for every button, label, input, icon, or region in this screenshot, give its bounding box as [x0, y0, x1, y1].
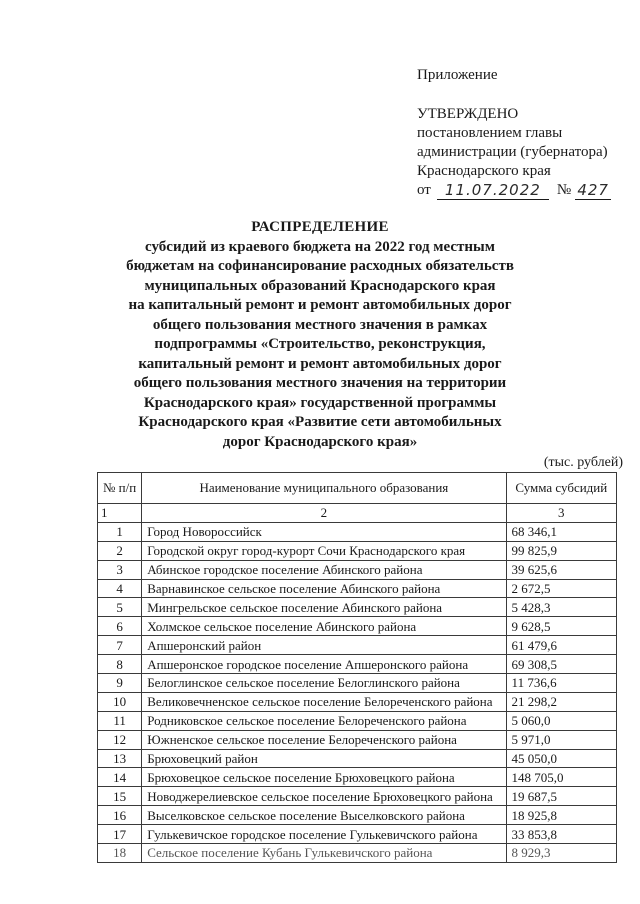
table-row — [98, 541, 617, 560]
row-name: Город Новороссийск — [142, 522, 506, 541]
column-number-3: 3 — [506, 504, 616, 523]
row-name: Гулькевичское городское поселение Гулькевичского района — [142, 825, 506, 844]
title-line: Краснодарского края «Развитие сети автомобильных — [138, 414, 502, 430]
document-title — [120, 218, 520, 452]
row-sum: 61 479,6 — [506, 636, 616, 655]
row-name: Новоджерелиевское сельское поселение Брюховецкого района — [142, 787, 506, 806]
approval-line-3: Краснодарского края — [417, 163, 551, 179]
table-row — [98, 711, 617, 730]
row-number: 1 — [98, 522, 142, 541]
table-row — [98, 787, 617, 806]
number-label: № — [556, 182, 572, 198]
row-name: Мингрельское сельское поселение Абинского района — [142, 598, 506, 617]
column-number-2: 2 — [142, 504, 506, 523]
row-sum: 21 298,2 — [506, 692, 616, 711]
table-row — [98, 560, 617, 579]
row-number: 17 — [98, 825, 142, 844]
title-line: субсидий из краевого бюджета на 2022 год местным — [145, 238, 495, 255]
row-name: Брюховецкое сельское поселение Брюховецкого района — [142, 768, 506, 787]
header-number: № п/п — [98, 473, 142, 504]
row-sum: 148 705,0 — [506, 768, 616, 787]
row-number: 13 — [98, 749, 142, 768]
table-row — [98, 636, 617, 655]
row-sum: 39 625,6 — [506, 560, 616, 579]
row-number: 10 — [98, 692, 142, 711]
row-name: Белоглинское сельское поселение Белоглинского района — [142, 674, 506, 693]
title-line: бюджетам на софинансирование расходных обязательств — [126, 258, 514, 274]
title-line: общего пользования местного значения на территории — [133, 375, 507, 391]
table-row — [98, 598, 617, 617]
table-row — [98, 522, 617, 541]
row-number: 2 — [98, 541, 142, 560]
row-name: Брюховецкий район — [142, 749, 506, 768]
row-sum: 8 929,3 — [506, 844, 616, 863]
row-number: 4 — [98, 579, 142, 598]
row-number: 16 — [98, 806, 142, 825]
row-sum: 2 672,5 — [506, 579, 616, 598]
row-number: 18 — [98, 844, 142, 863]
row-number: 8 — [98, 655, 142, 674]
table-row — [98, 617, 617, 636]
table-row — [98, 825, 617, 844]
row-number: 7 — [98, 636, 142, 655]
table-row — [98, 655, 617, 674]
column-number-1: 1 — [98, 504, 142, 523]
table-row — [98, 749, 617, 768]
title-line: муниципальных образований Краснодарского края — [144, 277, 496, 294]
row-sum: 45 050,0 — [506, 749, 616, 768]
row-sum: 5 428,3 — [506, 598, 616, 617]
title-heading: РАСПРЕДЕЛЕНИЕ — [251, 219, 389, 235]
row-sum: 33 853,8 — [506, 825, 616, 844]
table-row — [98, 579, 617, 598]
row-number: 3 — [98, 560, 142, 579]
handwritten-date: 11.07.2022 — [437, 182, 549, 200]
row-name: Великовечненское сельское поселение Белореченского района — [142, 692, 506, 711]
row-name: Выселковское сельское поселение Выселковского района — [142, 806, 506, 825]
row-sum: 11 736,6 — [506, 674, 616, 693]
title-line: капитальный ремонт и ремонт автомобильных дорог — [138, 355, 502, 372]
subsidy-table — [97, 472, 617, 863]
from-label: от — [417, 182, 431, 198]
table-row — [98, 674, 617, 693]
table-row — [98, 730, 617, 749]
row-number: 6 — [98, 617, 142, 636]
approval-line-2: администрации (губернатора) — [417, 144, 608, 160]
row-number: 9 — [98, 674, 142, 693]
row-sum: 5 971,0 — [506, 730, 616, 749]
row-number: 11 — [98, 711, 142, 730]
row-number: 12 — [98, 730, 142, 749]
header-name: Наименование муниципального образования — [142, 473, 506, 504]
row-name: Апшеронский район — [142, 636, 506, 655]
title-line: дорог Краснодарского края» — [222, 433, 418, 450]
row-number: 5 — [98, 598, 142, 617]
row-name: Городской округ город-курорт Сочи Краснодарского края — [142, 541, 506, 560]
row-sum: 18 925,8 — [506, 806, 616, 825]
title-line: на капитальный ремонт и ремонт автомобильных дорог — [128, 297, 512, 313]
approval-date-line — [417, 181, 632, 200]
table-row — [98, 768, 617, 787]
row-name: Сельское поселение Кубань Гулькевичского района — [142, 844, 506, 863]
row-number: 15 — [98, 787, 142, 806]
row-sum: 99 825,9 — [506, 541, 616, 560]
row-name: Южненское сельское поселение Белореченского района — [142, 730, 506, 749]
approval-block — [417, 66, 632, 200]
handwritten-number: 427 — [575, 182, 611, 200]
row-sum: 9 628,5 — [506, 617, 616, 636]
title-line: подпрограммы «Строительство, реконструкция, — [154, 336, 486, 352]
row-number: 14 — [98, 768, 142, 787]
row-name: Абинское городское поселение Абинского района — [142, 560, 506, 579]
row-sum: 19 687,5 — [506, 787, 616, 806]
table-row — [98, 806, 617, 825]
appendix-label: Приложение — [417, 67, 498, 83]
approval-line-1: постановлением главы — [417, 125, 563, 141]
header-sum: Сумма субсидий — [506, 473, 616, 504]
row-sum: 68 346,1 — [506, 522, 616, 541]
row-name: Апшеронское городское поселение Апшеронского района — [142, 655, 506, 674]
row-sum: 69 308,5 — [506, 655, 616, 674]
approved-label: УТВЕРЖДЕНО — [417, 106, 519, 122]
title-line: общего пользования местного значения в рамках — [152, 316, 488, 333]
units-label: (тыс. рублей) — [543, 455, 623, 470]
table-header-row — [98, 473, 617, 504]
table-row — [98, 692, 617, 711]
table-body — [98, 522, 617, 862]
row-name: Родниковское сельское поселение Белореченского района — [142, 711, 506, 730]
row-name: Холмское сельское поселение Абинского района — [142, 617, 506, 636]
row-sum: 5 060,0 — [506, 711, 616, 730]
column-number-row — [98, 504, 617, 523]
row-name: Варнавинское сельское поселение Абинского района — [142, 579, 506, 598]
title-line: Краснодарского края» государственной программы — [143, 394, 497, 411]
table-row — [98, 844, 617, 863]
